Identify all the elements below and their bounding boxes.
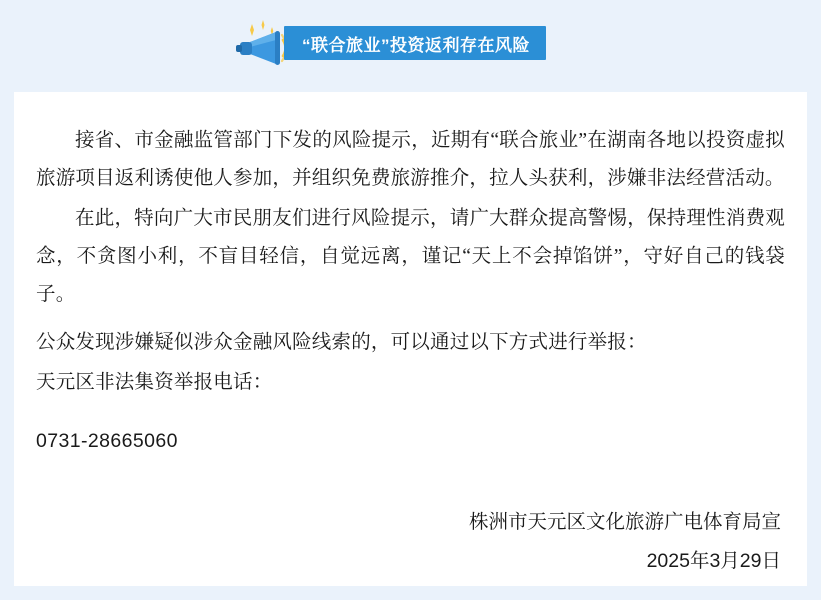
paragraph-1: 接省、市金融监管部门下发的风险提示，近期有“联合旅业”在湖南各地以投资虚拟旅游项目返利诱使他人参加，并组织免费旅游推介，拉人头获利，涉嫌非法经营活动。 — [36, 130, 785, 189]
signature-date: 2025年3月29日 — [646, 549, 781, 572]
page-title: “联合旅业”投资返利存在风险 — [284, 26, 546, 60]
document-body — [14, 92, 807, 586]
signature-organization: 株洲市天元区文化旅游广电体育局宣 — [468, 511, 781, 533]
hotline-number: 0731-28665060 — [36, 429, 178, 452]
paragraph-3: 公众发现涉嫌疑似涉众金融风险线索的，可以通过以下方式进行举报： — [36, 332, 647, 353]
hotline-label: 天元区非法集资举报电话： — [36, 372, 273, 393]
paragraph-2: 在此，特向广大市民朋友们进行风险提示，请广大群众提高警惕，保持理性消费观念，不贪图小利，不盲目轻信，自觉远离，谨记“天上不会掉馅饼”，守好自己的钱袋子。 — [36, 208, 785, 305]
megaphone-icon — [232, 18, 290, 74]
document-header — [0, 0, 821, 90]
